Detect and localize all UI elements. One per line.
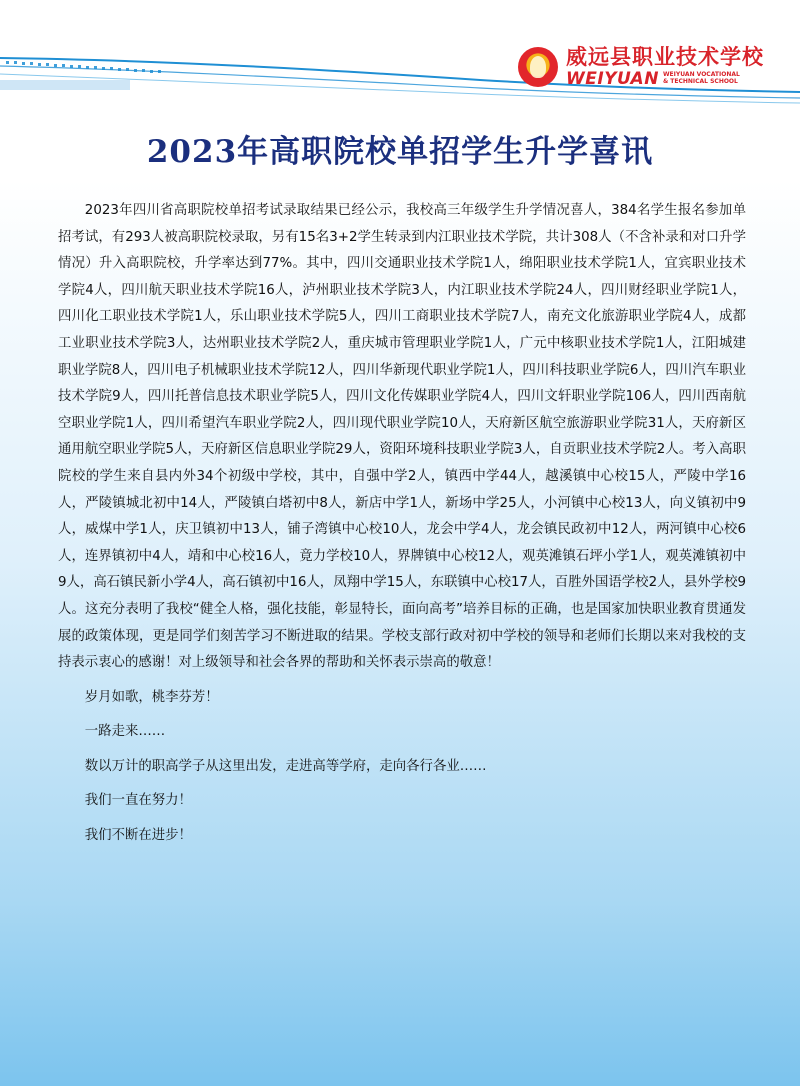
logo-text bbox=[566, 44, 764, 89]
logo-name-cn: 威远县职业技术学校 bbox=[566, 44, 764, 69]
school-emblem-icon bbox=[518, 47, 558, 87]
article-body bbox=[58, 198, 746, 850]
closing-line-5: 我们不断在进步！ bbox=[84, 828, 192, 844]
closing-line-4: 我们一直在努力！ bbox=[84, 793, 192, 809]
main-paragraph: 2023年四川省高职院校单招考试录取结果已经公示，我校高三年级学生升学情况喜人，384名学生报名参加单招考试，有293人被高职院校录取，另有15名3+2学生转录到内江职业技术学院，共计308人（不含补录和对口升学情况）升入高职院校，升学率达到77%。其中，四川交通职业技术学院1人，绵阳职业技术学院1人，宜宾职业技术学院4人，四川航天职业技术学院16人，泸州职业技术学院3人，内江职业技术学院24人，四川财经职业学院1人，四川化工职业技术学院1人，乐山职业技术学院5人，四川工商职业技术学院7人，南充文化旅游职业学院4人，成都工业职业技术学院3人，达州职业技术学院2人，重庆城市管理职业学院1人，广元中核职业技术学院1人，江阳城建职业学院8人，四川电子机械职业技术学院12人，四川华新现代职业学院1人，四川科技职业学院6人，四川汽车职业技术学院9人，四川托普信息技术职业学院5人，四川文化传媒职业学院4人，四川文轩职业学院106人，四川西南航空职业学院1人，四川希望汽车职业学院2人，四川现代职业学院10人，天府新区航空旅游职业学院31人，天府新区通用航空职业学院5人，天府新区信息职业学院29人，资阳环境科技职业学院3人，自贡职业技术学院2人。考入高职院校的学生来自县内外34个初级中学校，其中，自强中学2人，镇西中学44人，越溪镇中心校15人，严陵中学16人，严陵镇城北初中14人，严陵镇白塔初中8人，新店中学1人，新场中学25人，小河镇中心校13人，向义镇初中9人，威煤中学1人，庆卫镇初中13人，铺子湾镇中心校10人，龙会中学4人，龙会镇民政初中12人，两河镇中心校6人，连界镇初中4人，靖和中心校16人，竟力学校10人，界牌镇中心校12人，观英滩镇石坪小学1人，观英滩镇初中9人，高石镇民新小学4人，高石镇初中16人，凤翔中学15人，东联镇中心校17人，百胜外国语学校2人，县外学校9人。这充分表明了我校“健全人格，强化技能，彰显特长，面向高考”培养目标的正确，也是国家加快职业教育贯通发展的政策体现，更是同学们刻苦学习不断进取的结果。学校支部行政对初中学校的领导和老师们长期以来对我校的支持表示衷心的感谢！对上级领导和社会各界的帮助和关怀表示崇高的敬意！ bbox=[58, 203, 746, 671]
page-title: 2023年高职院校单招学生升学喜讯 bbox=[146, 134, 654, 170]
logo-en-row bbox=[566, 68, 764, 89]
closing-line-2: 一路走来…… bbox=[84, 724, 166, 740]
school-logo bbox=[518, 44, 764, 90]
closing-line-1: 岁月如歌，桃李芬芳！ bbox=[84, 689, 219, 705]
logo-subtitle: WEIYUAN VOCATIONAL & TECHNICAL SCHOOL bbox=[662, 71, 740, 85]
logo-name-en: WEIYUAN bbox=[566, 68, 659, 89]
closing-line-3: 数以万计的职高学子从这里出发，走进高等学府，走向各行各业…… bbox=[84, 758, 487, 774]
